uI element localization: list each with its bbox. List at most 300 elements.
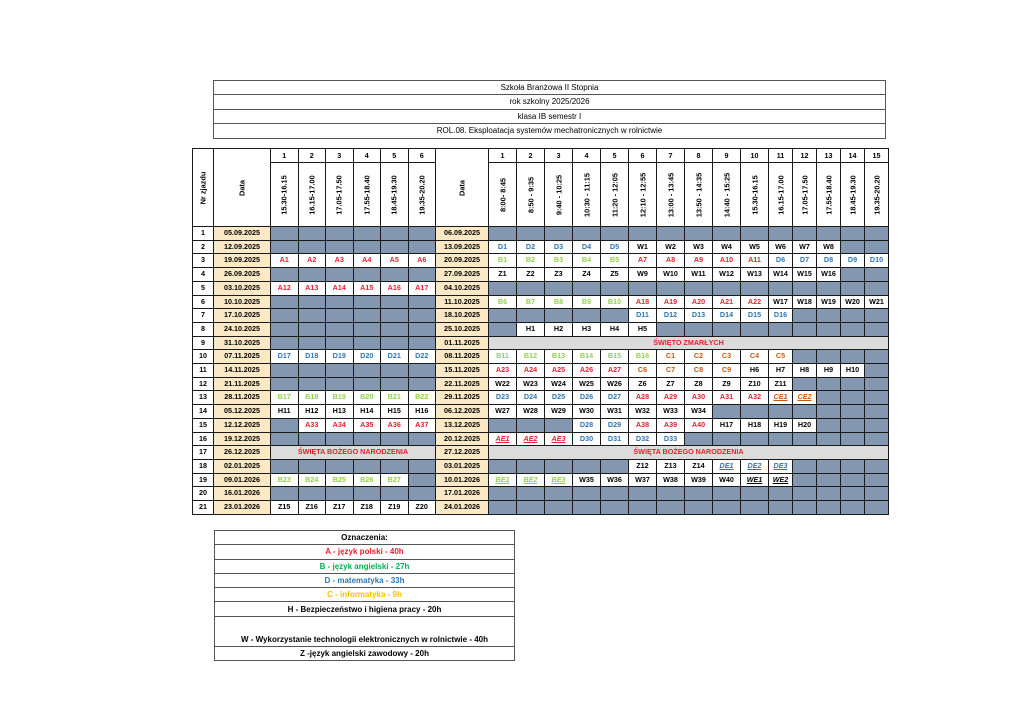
lesson-cell: A4 <box>353 254 381 268</box>
schedule-row <box>193 446 889 460</box>
time-label: 17.05-17.50 <box>800 174 809 215</box>
lesson-cell: A24 <box>517 364 545 378</box>
schedule-row <box>193 268 889 282</box>
lesson-cell: A40 <box>685 418 713 432</box>
lesson-cell: D18 <box>298 350 326 364</box>
lesson-cell: B10 <box>601 295 629 309</box>
legend-item-c: C - informatyka - 9h <box>215 588 515 602</box>
empty-cell <box>353 459 381 473</box>
saturday-date-cell: 27.09.2025 <box>436 268 489 282</box>
empty-cell <box>865 281 889 295</box>
time-label: 18.45-19.30 <box>389 174 399 215</box>
empty-cell <box>381 336 409 350</box>
time-label: 16.15-17.00 <box>776 174 785 215</box>
lesson-cell: D25 <box>545 391 573 405</box>
empty-cell <box>713 322 741 336</box>
legend-item-a: A - język polski - 40h <box>215 545 515 559</box>
lesson-cell: A30 <box>685 391 713 405</box>
lesson-cell: B19 <box>326 391 354 405</box>
lesson-cell: A18 <box>629 295 657 309</box>
lesson-cell: Z5 <box>601 268 629 282</box>
empty-cell <box>685 281 713 295</box>
lesson-cell: W30 <box>573 405 601 419</box>
empty-cell <box>326 459 354 473</box>
empty-cell <box>408 487 436 501</box>
empty-cell <box>817 227 841 241</box>
empty-cell <box>381 227 409 241</box>
lesson-cell: W21 <box>865 295 889 309</box>
friday-date-cell: 26.09.2025 <box>214 268 271 282</box>
empty-cell <box>741 487 769 501</box>
empty-cell <box>817 459 841 473</box>
friday-date-cell: 03.10.2025 <box>214 281 271 295</box>
empty-cell <box>793 281 817 295</box>
schedule-row <box>193 322 889 336</box>
empty-cell <box>793 432 817 446</box>
lesson-cell: A38 <box>629 418 657 432</box>
lesson-cell: B15 <box>601 350 629 364</box>
right-slot-time <box>685 163 713 227</box>
empty-cell <box>381 364 409 378</box>
lesson-cell: Z16 <box>298 501 326 515</box>
lesson-cell: B11 <box>489 350 517 364</box>
lesson-cell: H19 <box>769 418 793 432</box>
empty-cell <box>865 227 889 241</box>
empty-cell <box>629 501 657 515</box>
empty-cell <box>793 473 817 487</box>
lesson-cell: W14 <box>769 268 793 282</box>
empty-cell <box>298 336 326 350</box>
nr-zjazdu-cell: 11 <box>193 364 214 378</box>
holiday-banner: ŚWIĘTO ZMARŁYCH <box>489 336 889 350</box>
friday-date-cell: 05.09.2025 <box>214 227 271 241</box>
nr-zjazdu-cell: 18 <box>193 459 214 473</box>
lesson-cell: W11 <box>685 268 713 282</box>
lesson-cell: W4 <box>713 240 741 254</box>
lesson-cell: B7 <box>517 295 545 309</box>
lesson-cell: A39 <box>657 418 685 432</box>
saturday-date-cell: 13.12.2025 <box>436 418 489 432</box>
date2-header <box>436 149 489 227</box>
saturday-date-cell: 13.09.2025 <box>436 240 489 254</box>
nr-zjazdu-cell: 5 <box>193 281 214 295</box>
empty-cell <box>841 501 865 515</box>
schedule-row <box>193 473 889 487</box>
time-label: 8:50 - 9:35 <box>526 176 535 213</box>
lesson-cell: D4 <box>573 240 601 254</box>
time-label: 13:50 - 14:35 <box>694 172 703 217</box>
lesson-cell: Z19 <box>381 501 409 515</box>
empty-cell <box>741 227 769 241</box>
empty-cell <box>326 295 354 309</box>
schedule-row <box>193 309 889 323</box>
empty-cell <box>489 487 517 501</box>
schedule-row <box>193 377 889 391</box>
lesson-cell: A9 <box>685 254 713 268</box>
lesson-cell: C7 <box>657 364 685 378</box>
lesson-cell: B3 <box>545 254 573 268</box>
right-slot-number: 8 <box>685 149 713 163</box>
empty-cell <box>271 418 299 432</box>
lesson-cell: D14 <box>713 309 741 323</box>
legend-item-d: D - matematyka - 33h <box>215 573 515 587</box>
lesson-cell: BE3 <box>545 473 573 487</box>
empty-cell <box>769 281 793 295</box>
lesson-cell: C5 <box>769 350 793 364</box>
empty-cell <box>793 487 817 501</box>
empty-cell <box>271 459 299 473</box>
time-label: 9:40 - 10:25 <box>554 174 563 215</box>
friday-date-cell: 10.10.2025 <box>214 295 271 309</box>
empty-cell <box>573 459 601 473</box>
lesson-cell: B6 <box>489 295 517 309</box>
lesson-cell: W12 <box>713 268 741 282</box>
empty-cell <box>271 309 299 323</box>
lesson-cell: W19 <box>817 295 841 309</box>
legend-item-b: B - język angielski - 27h <box>215 559 515 573</box>
empty-cell <box>793 309 817 323</box>
empty-cell <box>353 295 381 309</box>
empty-cell <box>271 227 299 241</box>
lesson-cell: W26 <box>601 377 629 391</box>
empty-cell <box>793 377 817 391</box>
lesson-cell: A2 <box>298 254 326 268</box>
empty-cell <box>408 364 436 378</box>
friday-date-cell: 17.10.2025 <box>214 309 271 323</box>
lesson-cell: D22 <box>408 350 436 364</box>
lesson-cell: Z2 <box>517 268 545 282</box>
saturday-date-cell: 27.12.2025 <box>436 446 489 460</box>
empty-cell <box>841 281 865 295</box>
empty-cell <box>841 459 865 473</box>
lesson-cell: A23 <box>489 364 517 378</box>
empty-cell <box>601 227 629 241</box>
lesson-cell: A35 <box>353 418 381 432</box>
right-slot-number: 5 <box>601 149 629 163</box>
nr-zjazdu-cell: 13 <box>193 391 214 405</box>
holiday-banner: ŚWIĘTA BOŻEGO NARODZENIA <box>271 446 436 460</box>
empty-cell <box>298 227 326 241</box>
right-slot-time <box>657 163 685 227</box>
empty-cell <box>865 350 889 364</box>
empty-cell <box>817 487 841 501</box>
lesson-cell: C4 <box>741 350 769 364</box>
empty-cell <box>841 377 865 391</box>
legend-title: Oznaczenia: <box>215 531 515 545</box>
nr-zjazdu-cell: 1 <box>193 227 214 241</box>
empty-cell <box>841 350 865 364</box>
empty-cell <box>865 364 889 378</box>
lesson-cell: W29 <box>545 405 573 419</box>
lesson-cell: D24 <box>517 391 545 405</box>
lesson-cell: H11 <box>271 405 299 419</box>
empty-cell <box>841 391 865 405</box>
time-label: 15.30-16.15 <box>279 174 289 215</box>
lesson-cell: A27 <box>601 364 629 378</box>
empty-cell <box>573 487 601 501</box>
lesson-cell: A12 <box>271 281 299 295</box>
empty-cell <box>517 309 545 323</box>
lesson-cell: H17 <box>713 418 741 432</box>
lesson-cell: AE1 <box>489 432 517 446</box>
lesson-cell: BE1 <box>489 473 517 487</box>
friday-date-cell: 19.09.2025 <box>214 254 271 268</box>
lesson-cell: B4 <box>573 254 601 268</box>
lesson-cell: AE3 <box>545 432 573 446</box>
lesson-cell: W1 <box>629 240 657 254</box>
empty-cell <box>353 268 381 282</box>
lesson-cell: C1 <box>657 350 685 364</box>
empty-cell <box>326 309 354 323</box>
empty-cell <box>713 405 741 419</box>
right-slot-number: 2 <box>517 149 545 163</box>
schedule-row <box>193 405 889 419</box>
schedule-table <box>192 148 889 515</box>
right-slot-number: 10 <box>741 149 769 163</box>
time-label: 14:40 - 15:25 <box>722 172 731 217</box>
empty-cell <box>601 501 629 515</box>
lesson-cell: Z4 <box>573 268 601 282</box>
saturday-date-cell: 18.10.2025 <box>436 309 489 323</box>
saturday-date-cell: 24.01.2026 <box>436 501 489 515</box>
lesson-cell: B23 <box>271 473 299 487</box>
empty-cell <box>841 487 865 501</box>
empty-cell <box>326 240 354 254</box>
empty-cell <box>793 350 817 364</box>
lesson-cell: W23 <box>517 377 545 391</box>
lesson-cell: D8 <box>817 254 841 268</box>
friday-date-cell: 09.01.2026 <box>214 473 271 487</box>
lesson-cell: A13 <box>298 281 326 295</box>
holiday-banner: ŚWIĘTA BOŻEGO NARODZENIA <box>489 446 889 460</box>
lesson-cell: Z15 <box>271 501 299 515</box>
lesson-cell: CE1 <box>769 391 793 405</box>
empty-cell <box>489 281 517 295</box>
lesson-cell: D15 <box>741 309 769 323</box>
empty-cell <box>629 487 657 501</box>
empty-cell <box>793 322 817 336</box>
empty-cell <box>841 227 865 241</box>
lesson-cell: W34 <box>685 405 713 419</box>
lesson-cell: A31 <box>713 391 741 405</box>
empty-cell <box>793 227 817 241</box>
empty-cell <box>353 377 381 391</box>
lesson-cell: A6 <box>408 254 436 268</box>
schedule-row <box>193 487 889 501</box>
lesson-cell: A34 <box>326 418 354 432</box>
empty-cell <box>601 281 629 295</box>
empty-cell <box>865 240 889 254</box>
empty-cell <box>298 309 326 323</box>
friday-date-cell: 31.10.2025 <box>214 336 271 350</box>
lesson-cell: A5 <box>381 254 409 268</box>
schedule-row <box>193 240 889 254</box>
lesson-cell: W24 <box>545 377 573 391</box>
lesson-cell: A3 <box>326 254 354 268</box>
nr-zjazdu-cell: 19 <box>193 473 214 487</box>
lesson-cell: A7 <box>629 254 657 268</box>
empty-cell <box>408 240 436 254</box>
lesson-cell: WE2 <box>769 473 793 487</box>
lesson-cell: H13 <box>326 405 354 419</box>
lesson-cell: Z18 <box>353 501 381 515</box>
lesson-cell: Z1 <box>489 268 517 282</box>
lesson-cell: CE2 <box>793 391 817 405</box>
empty-cell <box>817 377 841 391</box>
nr-zjazdu-cell: 21 <box>193 501 214 515</box>
empty-cell <box>381 432 409 446</box>
lesson-cell: A36 <box>381 418 409 432</box>
empty-cell <box>817 322 841 336</box>
empty-cell <box>741 322 769 336</box>
lesson-cell: WE1 <box>741 473 769 487</box>
lesson-cell: W31 <box>601 405 629 419</box>
left-slot-number: 3 <box>326 149 354 163</box>
lesson-cell: D17 <box>271 350 299 364</box>
lesson-cell: D26 <box>573 391 601 405</box>
lesson-cell: H9 <box>817 364 841 378</box>
empty-cell <box>271 268 299 282</box>
empty-cell <box>817 418 841 432</box>
nr-zjazdu-cell: 20 <box>193 487 214 501</box>
empty-cell <box>381 322 409 336</box>
friday-date-cell: 26.12.2025 <box>214 446 271 460</box>
lesson-cell: C9 <box>713 364 741 378</box>
empty-cell <box>713 487 741 501</box>
nr-zjazdu-cell: 17 <box>193 446 214 460</box>
empty-cell <box>865 405 889 419</box>
empty-cell <box>353 336 381 350</box>
lesson-cell: H8 <box>793 364 817 378</box>
saturday-date-cell: 17.01.2026 <box>436 487 489 501</box>
empty-cell <box>865 487 889 501</box>
empty-cell <box>545 309 573 323</box>
empty-cell <box>769 501 793 515</box>
lesson-cell: A29 <box>657 391 685 405</box>
empty-cell <box>408 336 436 350</box>
lesson-cell: Z20 <box>408 501 436 515</box>
empty-cell <box>817 350 841 364</box>
lesson-cell: Z12 <box>629 459 657 473</box>
empty-cell <box>657 227 685 241</box>
empty-cell <box>408 309 436 323</box>
empty-cell <box>326 364 354 378</box>
lesson-cell: H1 <box>517 322 545 336</box>
lesson-cell: A26 <box>573 364 601 378</box>
empty-cell <box>381 295 409 309</box>
empty-cell <box>271 295 299 309</box>
empty-cell <box>573 227 601 241</box>
saturday-date-cell: 20.09.2025 <box>436 254 489 268</box>
lesson-cell: W28 <box>517 405 545 419</box>
time-label: 17.55-18.40 <box>824 174 833 215</box>
lesson-cell: DE3 <box>769 459 793 473</box>
empty-cell <box>685 487 713 501</box>
lesson-cell: W36 <box>601 473 629 487</box>
nr-zjazdu-cell: 12 <box>193 377 214 391</box>
lesson-cell: A11 <box>741 254 769 268</box>
time-label: 18.45-19.30 <box>848 174 857 215</box>
lesson-cell: B16 <box>629 350 657 364</box>
lesson-cell: W10 <box>657 268 685 282</box>
lesson-cell: B13 <box>545 350 573 364</box>
empty-cell <box>817 309 841 323</box>
empty-cell <box>741 501 769 515</box>
saturday-date-cell: 15.11.2025 <box>436 364 489 378</box>
legend-item-h: H - Bezpieczeństwo i higiena pracy - 20h <box>215 602 515 616</box>
friday-date-cell: 12.09.2025 <box>214 240 271 254</box>
nr-zjazdu-cell: 2 <box>193 240 214 254</box>
schedule-row <box>193 501 889 515</box>
lesson-cell: H3 <box>573 322 601 336</box>
lesson-cell: Z9 <box>713 377 741 391</box>
lesson-cell: H12 <box>298 405 326 419</box>
time-label: 16.15-17.00 <box>307 174 317 215</box>
empty-cell <box>769 405 793 419</box>
empty-cell <box>517 281 545 295</box>
empty-cell <box>408 377 436 391</box>
slot-time-row <box>193 163 889 227</box>
right-slot-time <box>517 163 545 227</box>
empty-cell <box>298 377 326 391</box>
friday-date-cell: 23.01.2026 <box>214 501 271 515</box>
empty-cell <box>865 309 889 323</box>
lesson-cell: D19 <box>326 350 354 364</box>
empty-cell <box>817 281 841 295</box>
left-slot-time <box>381 163 409 227</box>
empty-cell <box>408 295 436 309</box>
lesson-cell: D27 <box>601 391 629 405</box>
empty-cell <box>817 405 841 419</box>
left-slot-time <box>271 163 299 227</box>
empty-cell <box>865 473 889 487</box>
friday-date-cell: 12.12.2025 <box>214 418 271 432</box>
left-slot-time <box>326 163 354 227</box>
right-slot-time <box>713 163 741 227</box>
lesson-cell: B26 <box>353 473 381 487</box>
right-slot-time <box>865 163 889 227</box>
empty-cell <box>545 418 573 432</box>
lesson-cell: B5 <box>601 254 629 268</box>
lesson-cell: B2 <box>517 254 545 268</box>
lesson-cell: A33 <box>298 418 326 432</box>
nr-zjazdu-cell: 3 <box>193 254 214 268</box>
saturday-date-cell: 06.12.2025 <box>436 405 489 419</box>
empty-cell <box>298 322 326 336</box>
empty-cell <box>841 322 865 336</box>
empty-cell <box>817 501 841 515</box>
right-slot-time <box>769 163 793 227</box>
empty-cell <box>381 240 409 254</box>
time-label: 8:00- 8:45 <box>498 177 507 212</box>
left-slot-time <box>408 163 436 227</box>
lesson-cell: Z11 <box>769 377 793 391</box>
empty-cell <box>769 487 793 501</box>
lesson-cell: D28 <box>573 418 601 432</box>
lesson-cell: D32 <box>629 432 657 446</box>
empty-cell <box>271 336 299 350</box>
lesson-cell: C6 <box>629 364 657 378</box>
right-slot-time <box>573 163 601 227</box>
empty-cell <box>517 487 545 501</box>
saturday-date-cell: 10.01.2026 <box>436 473 489 487</box>
lesson-cell: A1 <box>271 254 299 268</box>
lesson-cell: W7 <box>793 240 817 254</box>
left-slot-number: 5 <box>381 149 409 163</box>
empty-cell <box>601 487 629 501</box>
nr-zjazdu-cell: 7 <box>193 309 214 323</box>
empty-cell <box>517 501 545 515</box>
